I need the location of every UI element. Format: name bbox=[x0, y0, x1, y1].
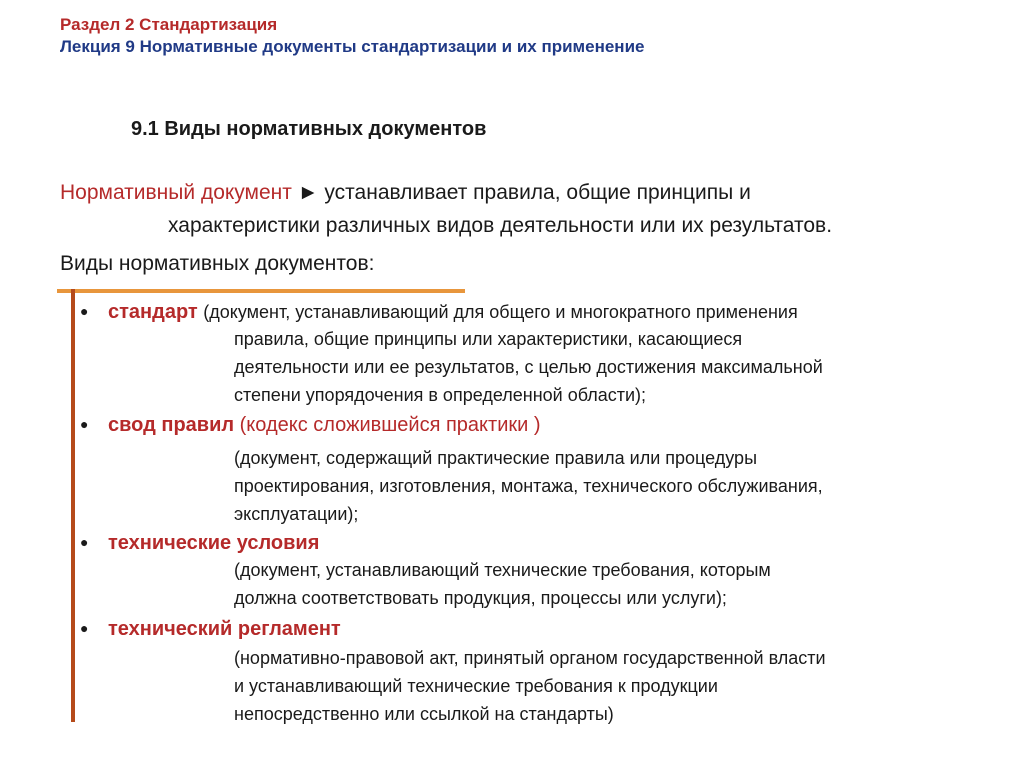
lecture-label: Лекция 9 Нормативные документы стандартизации и их применение bbox=[60, 37, 645, 56]
list-item-technical-conditions bbox=[80, 529, 771, 612]
list-item-standard bbox=[80, 298, 823, 409]
bullet-icon: ● bbox=[80, 534, 89, 550]
vertical-rule bbox=[71, 289, 75, 722]
item-desc-line: деятельности или ее результатов, с целью достижения максимальной bbox=[234, 357, 823, 377]
list-item-technical-regulation bbox=[80, 615, 826, 728]
item-desc-line: правила, общие принципы или характеристики, касающиеся bbox=[234, 329, 743, 349]
item-term: стандарт bbox=[108, 301, 198, 323]
bullet-icon: ● bbox=[80, 620, 89, 636]
item-desc-line: и устанавливающий технические требования к продукции bbox=[234, 676, 718, 696]
item-desc-line: (документ, содержащий практические правила или процедуры bbox=[234, 448, 758, 468]
list-item-code-of-practice bbox=[80, 411, 823, 528]
item-term: свод правил bbox=[108, 414, 235, 436]
item-desc-line: (документ, устанавливающий технические требования, которым bbox=[234, 560, 771, 580]
section-title: 9.1 Виды нормативных документов bbox=[131, 118, 487, 140]
horizontal-rule bbox=[57, 289, 465, 293]
slide-header bbox=[60, 14, 644, 58]
item-term: технический регламент bbox=[108, 618, 341, 640]
definition-term: Нормативный документ bbox=[60, 181, 292, 204]
definition-text-line1: устанавливает правила, общие принципы и bbox=[324, 181, 751, 204]
types-heading: Виды нормативных документов: bbox=[60, 252, 375, 275]
item-desc-line: должна соответствовать продукция, процессы или услуги); bbox=[234, 588, 727, 608]
definition-block bbox=[60, 176, 832, 242]
item-term: технические условия bbox=[108, 532, 320, 554]
item-desc-line: степени упорядочения в определенной области); bbox=[234, 385, 647, 405]
item-paren: (кодекс сложившейся практики ) bbox=[239, 414, 541, 436]
item-desc-line: эксплуатации); bbox=[234, 504, 359, 524]
item-desc-head: (документ, устанавливающий для общего и многократного применения bbox=[203, 302, 798, 322]
item-desc-line: (нормативно-правовой акт, принятый органом государственной власти bbox=[234, 648, 826, 668]
definition-text-line2: характеристики различных видов деятельности или их результатов. bbox=[168, 214, 833, 237]
bullet-icon: ● bbox=[80, 303, 89, 319]
section-label: Раздел 2 Стандартизация bbox=[60, 15, 278, 34]
bullet-icon: ● bbox=[80, 416, 89, 432]
item-desc-line: непосредственно или ссылкой на стандарты) bbox=[234, 704, 614, 724]
arrow-icon: ► bbox=[297, 181, 319, 204]
item-desc-line: проектирования, изготовления, монтажа, технического обслуживания, bbox=[234, 476, 823, 496]
